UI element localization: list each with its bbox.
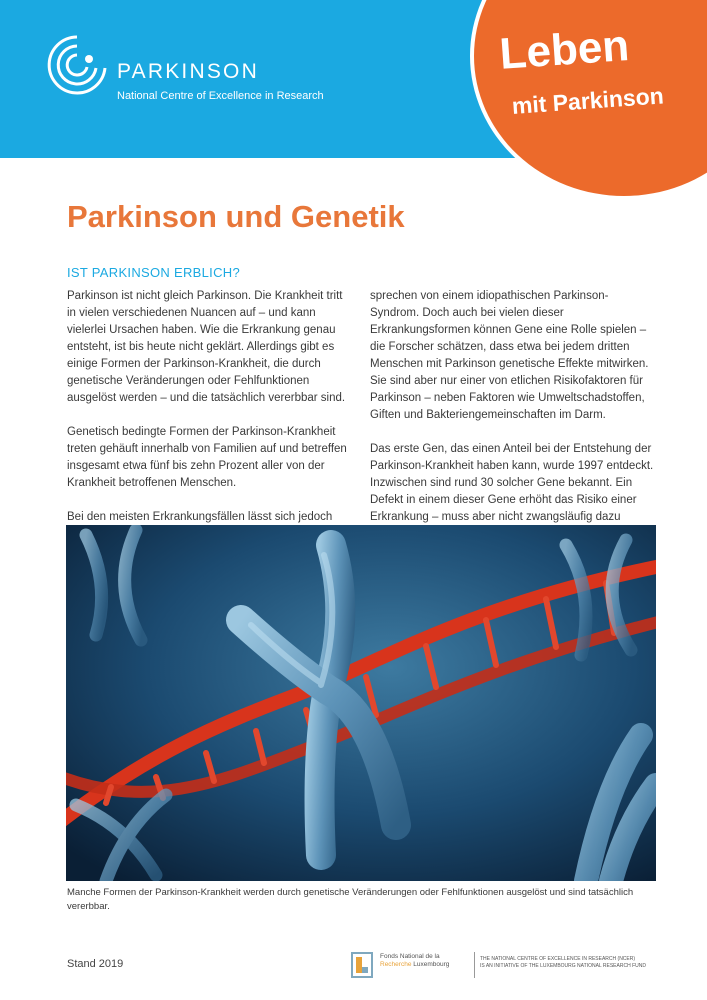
footer-stand: Stand 2019 bbox=[67, 958, 124, 970]
paragraph: Genetisch bedingte Formen der Parkinson-Krankheit treten gehäuft innerhalb von Familien auf und betreffen insgesamt etwa fünf bis zehn Prozent aller von der Krankheit betroffenen Menschen. bbox=[67, 426, 347, 489]
logo-subtitle: National Centre of Excellence in Research bbox=[117, 90, 324, 102]
paragraph: sprechen von einem idiopathischen Parkinson-Syndrom. Doch auch bei vielen dieser Erkrankungsformen können Gene eine Rolle spielen – die Forscher schätzen, dass etwa bei jedem dritten Menschen mit Parkinson genetische Effekte mitwirken. Sie sind aber nur einer von etlichen Risikofaktoren für Parkinson – neben Faktoren wie Umweltschadstoffen, Giften und Bakteriengemeinschaften im Darm. bbox=[370, 290, 649, 421]
badge-subtitle: mit Parkinson bbox=[511, 82, 665, 119]
parkinson-logo-icon bbox=[44, 32, 110, 98]
chromosome-dna-image bbox=[66, 525, 656, 881]
logo-name: PARKINSON bbox=[117, 60, 259, 83]
chromosome-illustration bbox=[66, 525, 656, 881]
page-title: Parkinson und Genetik bbox=[67, 199, 405, 234]
paragraph: Das erste Gen, das einen Anteil bei der Entstehung der Parkinson-Krankheit haben kann, wurde 1997 entdeckt. Inzwischen sind rund 30 solcher Gene bekannt. Ein Defekt in einem dieser Gene erhöht das Risiko einer Erkrankung – muss aber nicht zwangsläufig dazu bbox=[370, 443, 654, 523]
footer-divider bbox=[474, 952, 475, 978]
fnr-line-2 bbox=[380, 961, 466, 969]
ncer-line-1: THE NATIONAL CENTRE OF EXCELLENCE IN RESEARCH (NCER) bbox=[480, 956, 636, 962]
ncer-line-2: IS AN INITIATIVE OF THE LUXEMBOURG NATIONAL RESEARCH FUND bbox=[480, 963, 646, 969]
fnr-recherche: Recherche bbox=[380, 961, 412, 968]
section-heading: IST PARKINSON ERBLICH? bbox=[67, 265, 240, 280]
fnr-logo-icon bbox=[351, 952, 373, 978]
left-column bbox=[67, 288, 351, 560]
fnr-line-1: Fonds National de la bbox=[380, 953, 440, 960]
right-column bbox=[370, 288, 654, 560]
fnr-logo-text bbox=[380, 953, 466, 969]
paragraph: Parkinson ist nicht gleich Parkinson. Die Krankheit tritt in vielen verschiedenen Nuancen auf – und kann vielerlei Ursachen haben. Wie die Erkrankung genau entsteht, ist bis heute nicht geklärt. Allerdings gibt es einige Formen der Parkinson-Krankheit, die durch genetische Veränderungen oder Fehlfunktionen ausgelöst werden – und die tatsächlich vererbbar sind. bbox=[67, 290, 346, 404]
paragraph: Bei den meisten Erkrankungsfällen lässt sich jedoch bbox=[67, 511, 333, 523]
fnr-luxembourg: Luxembourg bbox=[411, 961, 450, 968]
badge-title: Leben bbox=[498, 20, 631, 79]
image-caption: Manche Formen der Parkinson-Krankheit werden durch genetische Veränderungen oder Fehlfunktionen ausgelöst und sind tatsächlich vererbbar. bbox=[67, 887, 634, 912]
ncer-statement bbox=[480, 956, 680, 970]
